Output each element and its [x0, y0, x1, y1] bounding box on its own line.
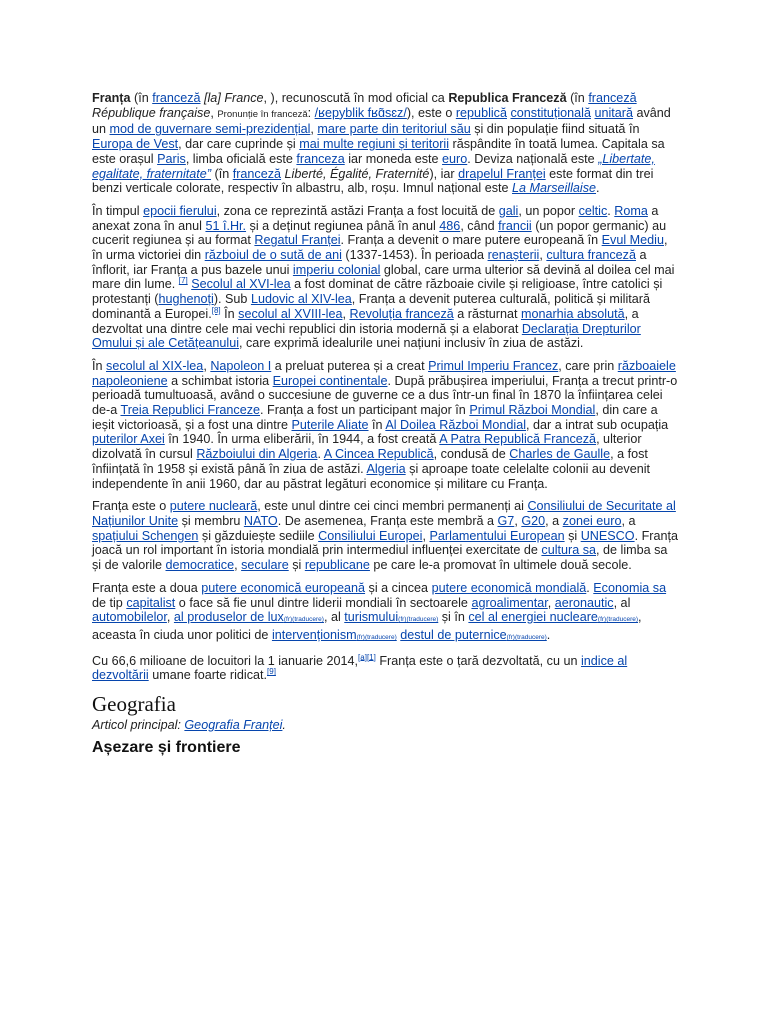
article-link[interactable]: Declarația Drepturilor Omului și ale Cetățeanului	[92, 321, 641, 351]
article-link[interactable]: epocii fierului	[143, 203, 217, 218]
article-link[interactable]: franceza	[296, 151, 345, 166]
text-run: în	[368, 417, 386, 432]
article-link[interactable]: imperiu colonial	[292, 262, 381, 277]
article-link[interactable]: agroalimentar	[471, 595, 548, 610]
text-run: este format din trei benzi verticale colorate, respectiv în albastru, alb, roșu. Imnul național este	[92, 166, 654, 196]
text-run: și în	[438, 610, 469, 625]
text-run: ,	[310, 122, 318, 137]
citation-ref[interactable]	[358, 652, 376, 661]
text-run: , a	[545, 513, 563, 528]
text-run: (1337-1453). În perioada	[341, 248, 488, 263]
reference-tag[interactable]: (traducere)	[364, 633, 397, 641]
article-link[interactable]: indice al dezvoltării	[92, 653, 628, 683]
text-run: și din populație fiind situată în	[470, 122, 640, 137]
citation-link[interactable]: [8]	[211, 305, 221, 315]
article-link[interactable]: puterilor Axei	[92, 432, 165, 447]
text-run: și a deținut regiunea până în anul	[246, 218, 440, 233]
text-run: și găzduiește sediile	[198, 528, 319, 543]
reference-tag[interactable]: (fr)	[398, 616, 407, 624]
text-run: , a dezvoltat una dintre cele mai vechi republici din istoria modernă și a elaborat	[92, 306, 639, 336]
text-run: , zona ce reprezintă astăzi Franța a fost locuită de	[216, 203, 499, 218]
article-link[interactable]: /ʁepyblik fʁɑ̃sɛz/	[314, 105, 407, 120]
article-link[interactable]: Algeria	[366, 461, 406, 476]
article-link[interactable]: democratice	[165, 558, 235, 573]
article-link[interactable]: Primul Imperiu Francez	[428, 358, 559, 373]
text-run: . Franța a devenit o mare putere europeană în	[340, 233, 602, 248]
text-run: Republica Franceză	[448, 91, 567, 105]
article-link[interactable]: hughenoți	[158, 292, 214, 307]
text-run: .	[546, 627, 551, 642]
article-link[interactable]: 51 î.Hr.	[205, 218, 247, 233]
reference-tag[interactable]: (traducere)	[406, 616, 439, 624]
article-link[interactable]: UNESCO	[580, 528, 635, 543]
text-run: (în	[130, 91, 153, 105]
article-link[interactable]: francii	[498, 218, 532, 233]
text-run: și aproape toate celelalte colonii au devenit independente în anii 1960, dar au păstrat legături economice și militare cu Franța.	[92, 461, 650, 491]
text-run: ,	[514, 513, 522, 528]
text-run: ,	[342, 306, 350, 321]
politics-paragraph	[92, 499, 678, 573]
text-run: și a cincea	[365, 580, 432, 595]
article-link[interactable]: A Cincea Republică	[323, 447, 434, 462]
article-link[interactable]: secolul al XVIII-lea	[238, 306, 343, 321]
article-link[interactable]: Napoleon I	[210, 358, 272, 373]
article-link[interactable]: Al Doilea Război Mondial	[385, 417, 527, 432]
article-link[interactable]: turismului	[344, 610, 399, 625]
text-run: ,	[547, 595, 555, 610]
text-run: , de limba sa și de valorile	[92, 543, 668, 573]
text-run: Cu 66,6 milioane de locuitori la 1 ianuarie 2014,	[92, 653, 359, 668]
article-link[interactable]: putere economică europeană	[201, 580, 366, 595]
article-link[interactable]: Regatul Franței	[254, 233, 341, 248]
article-link[interactable]: Revoluția franceză	[349, 306, 454, 321]
hatnote-suffix: .	[282, 718, 286, 733]
article-link[interactable]: Parlamentului European	[429, 528, 565, 543]
article-link[interactable]: franceză	[152, 91, 201, 105]
article-link[interactable]: monarhia absolută	[520, 306, 625, 321]
text-run: și membru	[178, 513, 244, 528]
text-run: , condusă de	[433, 447, 510, 462]
text-run: (în	[211, 166, 233, 181]
text-run: .	[607, 203, 615, 218]
text-run: Pronunție în franceză	[217, 108, 308, 120]
hatnote-prefix: Articol principal:	[92, 718, 185, 733]
reference-tag[interactable]: (fr)	[506, 633, 515, 641]
text-run: .	[596, 181, 600, 196]
article-link[interactable]: intervenționism	[271, 627, 357, 642]
text-run: . După prăbușirea imperiului, Franța a trecut printr-o perioadă tumultuoasă, având o succesiune de guverne ce a dus într-un final în 1870 la înființarea celei de-a	[92, 373, 678, 418]
text-run: , care prin	[558, 358, 618, 373]
text-run: , din care a ieșit victorioasă, și a fost una dintre	[92, 403, 658, 432]
article-link[interactable]: războaiele napoleoniene	[92, 358, 676, 388]
article-link[interactable]: Treia Republici Franceze	[120, 403, 261, 418]
text-run: ,	[210, 105, 218, 120]
text-run: , dar care cuprinde și	[178, 137, 300, 152]
article-link[interactable]: spațiului Schengen	[92, 528, 199, 543]
text-run: [la] France	[200, 91, 264, 105]
subsection-heading-borders: Așezare și frontiere	[92, 739, 241, 757]
article-link[interactable]: al produselor de lux	[173, 610, 284, 625]
article-link[interactable]: Paris	[157, 151, 186, 166]
text-run: ,	[539, 248, 547, 263]
article-link[interactable]: mod de guvernare semi-prezidențial	[109, 122, 311, 137]
citation-link[interactable]: [a][1]	[358, 652, 376, 662]
article-link[interactable]: Primul Război Mondial	[469, 403, 596, 418]
article-link[interactable]: republicane	[304, 558, 370, 573]
text-run: ,	[234, 558, 242, 573]
article-link[interactable]: Roma	[614, 203, 648, 218]
article-link[interactable]: capitalist	[126, 595, 176, 610]
main-article-note	[92, 717, 678, 733]
text-run: În	[92, 358, 107, 373]
text-run: .	[586, 580, 594, 595]
text-run: în 1940. În urma eliberării, în 1944, a fost creată	[164, 432, 440, 447]
text-run: , ulterior dizolvată în cursul	[92, 432, 642, 462]
reference-tag[interactable]: (fr)	[597, 616, 607, 624]
article-link[interactable]: 486	[439, 218, 461, 233]
article-link[interactable]: putere economică mondială	[431, 580, 587, 595]
article-link[interactable]: Consiliului de Securitate al Națiunilor Unite	[92, 499, 676, 528]
text-run: . De asemenea, Franța este membră a	[277, 513, 498, 528]
text-run: global, care urma ulterior să devină al doilea cel mai mare din lume.	[92, 262, 675, 292]
text-run: , un popor	[518, 203, 579, 218]
text-run: a preluat puterea și a creat	[271, 358, 429, 373]
text-run: Franța este a doua	[92, 580, 202, 595]
article-link[interactable]: mare parte din teritoriul său	[317, 122, 471, 137]
article-link[interactable]: zonei euro	[562, 513, 622, 528]
article-link[interactable]: constituțională	[510, 105, 591, 120]
intro-paragraph	[92, 91, 678, 196]
article-link[interactable]: Războiului din Algeria	[196, 447, 318, 462]
article-body	[92, 91, 678, 759]
article-link[interactable]: Europa de Vest	[92, 137, 179, 152]
text-run: , a fost înființată în 1958 și există până în ziua de astăzi.	[92, 447, 648, 476]
text-run: . Franța a fost un participant major în	[260, 403, 470, 418]
article-link[interactable]: Secolul al XVI-lea	[191, 277, 291, 292]
text-run: răspândite în toată lumea. Capitala sa este orașul	[92, 137, 665, 166]
text-run: ). Sub	[213, 292, 251, 307]
article-link[interactable]: euro	[442, 151, 468, 166]
article-link[interactable]: Economia sa	[593, 580, 667, 595]
text-run: , când	[460, 218, 499, 233]
article-link[interactable]: republică	[455, 105, 507, 120]
text-run: Liberté, Égalité, Fraternité	[281, 166, 430, 181]
article-link[interactable]: A Patra Republică Franceză	[439, 432, 597, 447]
text-run: , care exprimă idealurile unei națiuni inclusiv în ziua de astăzi.	[239, 336, 584, 351]
text-run: pe care le-a promovat în ultimele două secole.	[369, 558, 632, 573]
text-run: (în	[566, 91, 589, 105]
article-link[interactable]: NATO	[243, 513, 278, 528]
text-run: (un popor germanic) au cucerit regiunea și au format	[92, 218, 667, 248]
reference-tag[interactable]: (traducere)	[292, 616, 324, 624]
text-run: umane foarte ridicat.	[148, 668, 268, 683]
text-run: În	[220, 306, 239, 321]
text-run: ,	[422, 528, 430, 543]
article-link[interactable]: cultura sa	[541, 543, 597, 558]
economy-paragraph	[92, 581, 678, 646]
text-run: a anexat zona în anul	[92, 203, 659, 233]
article-link[interactable]: Charles de Gaulle	[509, 447, 611, 462]
article-link[interactable]: unitară	[594, 105, 633, 120]
text-run: Franța este o țară dezvoltată, cu un	[375, 653, 581, 668]
text-run: ,	[166, 610, 174, 625]
article-link[interactable]: Ludovic al XIV-lea	[250, 292, 352, 307]
article-link[interactable]: cultura franceză	[546, 248, 636, 263]
article-link[interactable]: „Libertate, egalitate, fraternitate”	[92, 151, 655, 181]
text-run: a fost dominat de către războaie civile și religioase, între catolici și protestanți (	[92, 277, 663, 307]
article-link[interactable]: seculare	[241, 558, 289, 573]
text-run: , al	[323, 610, 345, 625]
text-run: și	[288, 558, 305, 573]
reference-tag[interactable]: (traducere)	[606, 616, 639, 624]
citation-ref[interactable]	[267, 667, 276, 676]
article-link[interactable]: celtic	[578, 203, 608, 218]
text-run: iar moneda este	[344, 151, 443, 166]
section-heading-geography: Geografia	[92, 692, 176, 717]
text-run: ,	[203, 358, 211, 373]
text-run: , limba oficială este	[185, 151, 297, 166]
text-run: , dar a intrat sub ocupația	[526, 417, 669, 432]
text-run: și	[564, 528, 581, 543]
reference-tag[interactable]: (fr)	[356, 633, 365, 641]
article-link[interactable]: gali	[498, 203, 519, 218]
text-run: având un	[92, 105, 671, 137]
text-run: , aceasta în ciuda unor politici de	[92, 610, 642, 642]
text-run: de tip	[92, 595, 127, 610]
article-link[interactable]: La Marseillaise	[512, 181, 597, 196]
article-link[interactable]: cel al energiei nucleare	[468, 610, 598, 625]
text-run: Franța	[92, 91, 131, 105]
article-link[interactable]: putere nucleară	[169, 499, 258, 514]
article-link[interactable]: franceză	[588, 91, 637, 105]
article-link[interactable]: războiul de o sută de ani	[204, 248, 342, 263]
text-run: , a	[621, 513, 636, 528]
text-run: .	[317, 447, 324, 462]
text-run: . Franța joacă un rol important în istoria mondială prin intermediul influenței exercitate de	[92, 528, 678, 558]
text-run: a răsturnat	[453, 306, 521, 321]
hatnote-link[interactable]: Geografia Franței	[184, 718, 283, 733]
article-link[interactable]: destul de puternice	[400, 627, 507, 642]
reference-tag[interactable]: (fr)	[283, 616, 293, 624]
text-run: a înflorit, iar Franța a pus bazele unui	[92, 248, 647, 277]
history-paragraph-early	[92, 204, 678, 351]
article-link[interactable]: aeronautic	[554, 595, 614, 610]
text-run: ), este o	[406, 105, 456, 120]
article-link[interactable]: G20	[521, 513, 546, 528]
article-link[interactable]: franceză	[232, 166, 282, 181]
text-run: , ), recunoscută în mod oficial ca	[263, 91, 449, 105]
article-link[interactable]: drapelul Franței	[458, 166, 546, 181]
text-run: o face să fie unul dintre liderii mondiali în sectoarele	[175, 595, 472, 610]
article-link[interactable]: automobilelor	[92, 610, 167, 625]
text-run: Franța este o	[92, 499, 170, 514]
article-link[interactable]: Evul Mediu	[601, 233, 664, 248]
article-link[interactable]: secolul al XIX-lea	[106, 358, 204, 373]
article-link[interactable]: mai multe regiuni și teritorii	[299, 137, 450, 152]
citation-link[interactable]: [7]	[178, 276, 188, 286]
population-paragraph	[92, 654, 678, 683]
citation-ref[interactable]	[212, 306, 221, 315]
article-link[interactable]: Europei continentale	[272, 373, 388, 388]
text-run: :	[307, 105, 315, 120]
article-link[interactable]: Puterile Aliate	[291, 417, 369, 432]
reference-tag[interactable]: (traducere)	[514, 633, 547, 641]
article-link[interactable]: renașterii	[487, 248, 540, 263]
text-run: , Franța a devenit puterea culturală, politică și militară dominantă a Europei.	[92, 292, 650, 321]
article-link[interactable]: G7	[497, 513, 515, 528]
citation-link[interactable]: [9]	[267, 667, 276, 677]
text-run: République française	[92, 105, 211, 120]
text-run: a schimbat istoria	[167, 373, 273, 388]
article-link[interactable]: Consiliului Europei	[318, 528, 423, 543]
text-run: În timpul	[92, 203, 144, 218]
citation-ref[interactable]	[179, 276, 188, 285]
history-paragraph-modern	[92, 359, 678, 491]
text-run: , în urma victoriei din	[92, 233, 668, 263]
text-run: , este unul dintre cei cinci membri permanenți ai	[257, 499, 528, 514]
text-run: , al	[613, 595, 631, 610]
text-run: . Deviza națională este	[467, 151, 599, 166]
text-run: ), iar	[429, 166, 459, 181]
